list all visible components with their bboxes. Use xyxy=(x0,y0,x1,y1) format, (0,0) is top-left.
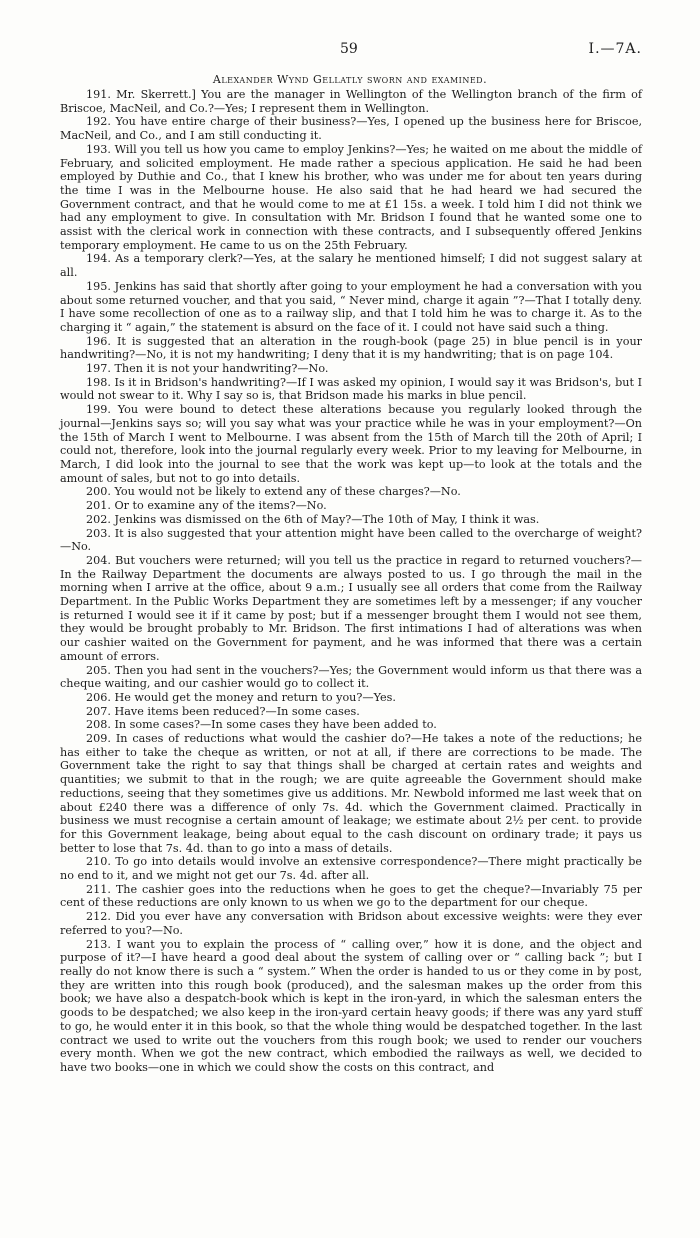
testimony-paragraph: 197. Then it is not your handwriting?—No. xyxy=(86,362,329,376)
testimony-paragraph: 209. In cases of reductions what would the cashier do?—He takes a note of the reductions; he has either to take the cheque as written, or not at all, if there are corrections to be made. The Government take the right to say that things shall be charged at certain rates and weights and quantities; we submit to that in the rough; we are quite agreeable the Government should make reductions, seeing that they sometimes give us additions. Mr. Newbold informed me last week that on about £240 there was a difference of only 7s. 4d. which the Government claimed. Practically in business we must recognise a certain amount of leakage; we estimate about 2½ per cent. to provide for this Government leakage, being about equal to the cash discount on ordinary trade; it pays us better to lose that 7s. 4d. than to go into a mass of details. xyxy=(60,732,642,855)
testimony-paragraph: 210. To go into details would involve an extensive correspondence?—There might practically be no end to it, and we might not get our 7s. 4d. after all. xyxy=(60,855,642,883)
testimony-paragraph: 207. Have items been reduced?—In some cases. xyxy=(86,704,360,718)
testimony-paragraph: 204. But vouchers were returned; will you tell us the practice in regard to returned vouchers?—In the Railway Department the documents are always posted to us. I go through the mail in the morning when I arrive at the office, about 9 a.m.; I usually see all orders that come from the Railway Department. In the Public Works Department they are sometimes left by a messenger; if any voucher is returned I would see it if it came by post; but if a messenger brought them I would not see them, they would be brought probably to Mr. Bridson. The first intimations I had of alterations was when our cashier waited on the Government for payment, and he was informed that there was a certain amount of errors. xyxy=(60,553,642,663)
testimony-paragraph: 205. Then you had sent in the vouchers?—Yes; the Government would inform us that there was a cheque waiting, and our cashier would go to collect it. xyxy=(60,663,642,691)
testimony-paragraph: 193. Will you tell us how you came to employ Jenkins?—Yes; he waited on me about the middle of February, and solicited employment. He made rather a specious application. He said he had been employed by Duthie and Co., that I knew his brother, who was under me for about ten years during the time I was in the Melbourne house. He also said that he had heard we had secured the Government contract, and that he would come to me at £1 15s. a week. I told him I did not think we had any employment to give. In consultation with Mr. Bridson I found that he wanted some one to assist with the clerical work in connection with these contracts, and I subsequently offered Jenkins temporary employment. He came to us on the 25th February. xyxy=(60,142,642,252)
testimony-paragraph: 206. He would get the money and return to you?—Yes. xyxy=(86,690,396,704)
testimony-paragraph: 200. You would not be likely to extend any of these charges?—No. xyxy=(86,485,461,499)
testimony-paragraph: 195. Jenkins has said that shortly after going to your employment he had a conversation with you about some returned voucher, and that you said, “ Never mind, charge it again ”?—That I totally deny. I have some recollection of one as to a railway slip, and that I told him he was to charge it. As to the charging it “ again,” the statement is absurd on the face of it. I could not have said such a thing. xyxy=(60,279,642,334)
witness-heading: Alexander Wynd Gellatly sworn and examined. xyxy=(212,73,488,86)
testimony-paragraph: 212. Did you ever have any conversation with Bridson about excessive weights: were they ever referred to you?—No. xyxy=(60,910,642,937)
testimony-paragraph: 196. It is suggested that an alteration in the rough-book (page 25) in blue pencil is in your handwriting?—No, it is not my handwriting; I deny that it is my handwriting; that is on page 104. xyxy=(60,334,642,362)
testimony-paragraph: 211. The cashier goes into the reductions when he goes to get the cheque?—Invariably 75 per cent of these reductions are only known to us when we go to the department for our cheque. xyxy=(60,882,642,910)
page-number: 59 xyxy=(340,41,358,57)
testimony-paragraph: 194. As a temporary clerk?—Yes, at the salary he mentioned himself; I did not suggest salary at all. xyxy=(60,252,642,280)
testimony-paragraph: 192. You have entire charge of their business?—Yes, I opened up the business here for Briscoe, MacNeil, and Co., and I am still conducting it. xyxy=(60,115,642,143)
testimony-paragraph: 198. Is it in Bridson's handwriting?—If I was asked my opinion, I would say it was Bridson's, but I would not swear to it. Why I say so is, that Bridson made his marks in blue pencil. xyxy=(60,375,642,403)
testimony-paragraph: 208. In some cases?—In some cases they have been added to. xyxy=(86,718,437,732)
testimony-body xyxy=(60,88,642,1075)
document-reference: I.—7A. xyxy=(588,41,642,57)
testimony-paragraph: 201. Or to examine any of the items?—No. xyxy=(86,499,327,513)
testimony-paragraph: 191. Mr. Skerrett.] You are the manager in Wellington of the Wellington branch of the firm of Briscoe, MacNeil, and Co.?—Yes; I represent them in Wellington. xyxy=(60,88,642,115)
testimony-paragraph: 202. Jenkins was dismissed on the 6th of May?—The 10th of May, I think it was. xyxy=(86,512,540,526)
testimony-paragraph: 199. You were bound to detect these alterations because you regularly looked through the journal—Jenkins says so; will you say what was your practice while he was in your employment?—On the 15th of March I went to Melbourne. I was absent from the 15th of March till the 20th of April; I could not, therefore, look into the journal regularly every week. Prior to my leaving for Melbourne, in March, I did look into the journal to see that the work was kept up—to look at the totals and the amount of sales, but not to go into details. xyxy=(60,403,642,485)
testimony-paragraph: 213. I want you to explain the process of “ calling over,” how it is done, and the object and purpose of it?—I have heard a good deal about the system of calling over or “ calling back ”; but I really do not know there is such a “ system.” When the order is handed to us or they come in by post, they are written into this rough book (produced), and the salesman makes up the order from this book; we have also a despatch-book which is kept in the iron-yard, in which the salesman enters the goods to be despatched; we also keep in the iron-yard certain heavy goods; if there was any yard stuff to go, he would enter it in this book, so that the whole thing would be despatched together. In the last contract we used to write out the vouchers from this rough book; we used to render our vouchers every month. When we got the new contract, which embodied the railways as well, we decided to have two books—one in which we could show the costs on this contract, and xyxy=(60,937,642,1074)
testimony-paragraph: 203. It is also suggested that your attention might have been called to the overcharge of weight?—No. xyxy=(60,526,642,554)
